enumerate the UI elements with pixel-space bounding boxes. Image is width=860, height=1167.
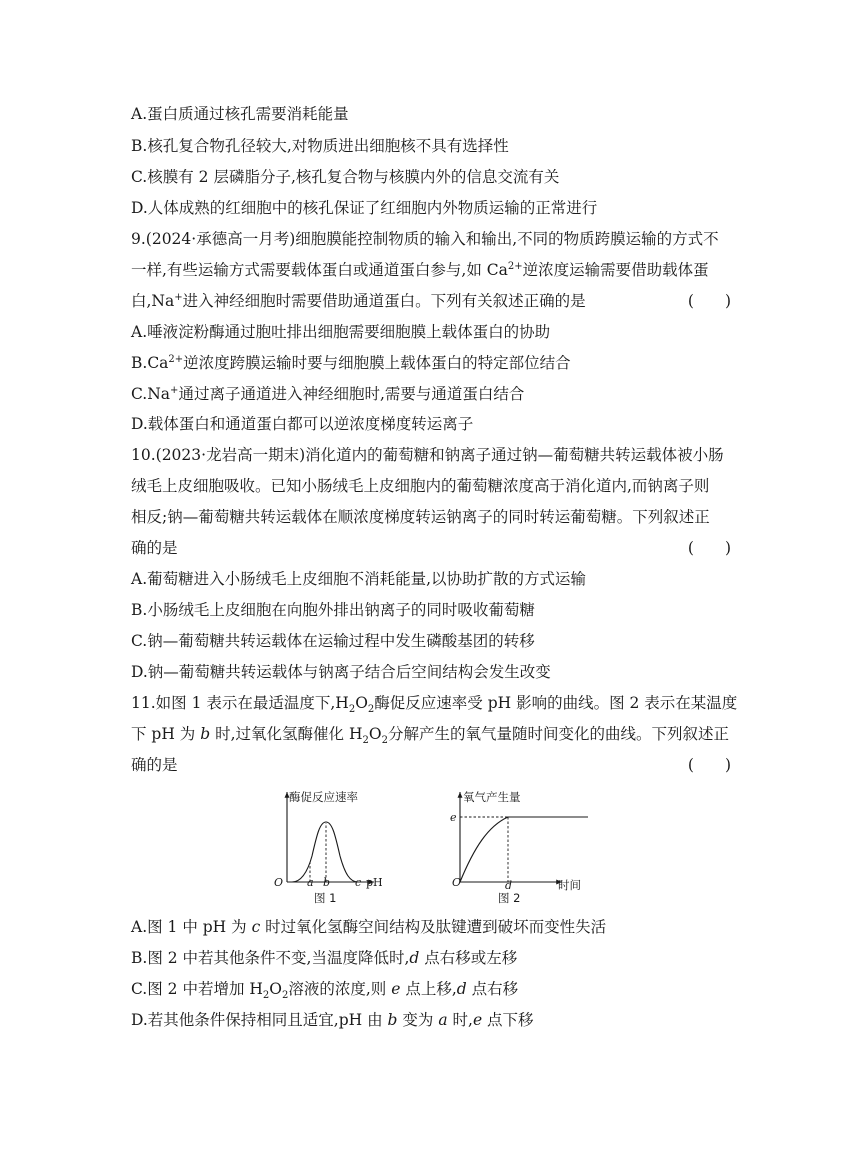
q10-option-a: A.葡萄糖进入小肠绒毛上皮细胞不消耗能量,以协助扩散的方式运输 bbox=[131, 570, 587, 588]
fig2-tick-d: d bbox=[505, 879, 513, 892]
q8-option-a: A.蛋白质通过核孔需要消耗能量 bbox=[131, 105, 349, 123]
fig1-tick-b: b bbox=[323, 876, 331, 889]
q10-stem-line1: 10.(2023·龙岩高一期末)消化道内的葡萄糖和钠离子通过钠—葡萄糖共转运载体被小肠 bbox=[131, 446, 724, 464]
q8-option-c: C.核膜有 2 层磷脂分子,核孔复合物与核膜内外的信息交流有关 bbox=[131, 168, 560, 186]
fig2-tick-e: e bbox=[450, 811, 457, 824]
q11-stem-line2: 下 pH 为 b 时,过氧化氢酶催化 $H_2O_2$分解产生的氧气量随时间变化的曲线。下列叙述正 bbox=[131, 725, 729, 747]
q9-stem-line1: 9.(2024·承德高一月考)细胞膜能控制物质的输入和输出,不同的物质跨膜运输的方式不 bbox=[131, 230, 719, 248]
figure-2 bbox=[450, 790, 588, 905]
q11-option-d: D.若其他条件保持相同且适宜,pH 由 b 变为 a 时,e 点下移 bbox=[131, 1011, 534, 1029]
q10-stem-line3: 相反;钠—葡萄糖共转运载体在顺浓度梯度转运钠离子的同时转运葡萄糖。下列叙述正 bbox=[131, 508, 710, 526]
q10-option-c: C.钠—葡萄糖共转运载体在运输过程中发生磷酸基团的转移 bbox=[131, 632, 535, 650]
q9-option-a: A.唾液淀粉酶通过胞吐排出细胞需要细胞膜上载体蛋白的协助 bbox=[131, 323, 551, 341]
q11-stem-line1: 11.如图 1 表示在最适温度下$,H_2O_2$酶促反应速率受 pH 影响的曲线。图 2 表示在某温度 bbox=[131, 694, 738, 716]
fig2-curve bbox=[460, 817, 588, 882]
fig1-ylabel: 酶促反应速率 bbox=[289, 790, 358, 804]
q8-option-d: D.人体成熟的红细胞中的核孔保证了红细胞内外物质运输的正常进行 bbox=[131, 199, 598, 217]
fig2-ylabel: 氧气产生量 bbox=[463, 790, 521, 804]
fig1-caption: 图 1 bbox=[314, 891, 337, 905]
fig1-xlabel: pH bbox=[366, 876, 383, 889]
q11-figures bbox=[262, 786, 602, 906]
fig1-curve bbox=[292, 822, 358, 882]
q10-option-b: B.小肠绒毛上皮细胞在向胞外排出钠离子的同时吸收葡萄糖 bbox=[131, 601, 535, 619]
q8-option-b: B.核孔复合物孔径较大,对物质进出细胞核不具有选择性 bbox=[131, 137, 509, 155]
fig1-origin: O bbox=[274, 876, 284, 889]
q9-stem-line3: 白,Na+进入神经细胞时需要借助通道蛋白。下列有关叙述正确的是 bbox=[131, 291, 586, 310]
q11-answer-blank: ( ) bbox=[687, 756, 731, 774]
q11-option-a: A.图 1 中 pH 为 c 时过氧化氢酶空间结构及肽键遭到破坏而变性失活 bbox=[131, 918, 607, 936]
fig2-origin: O bbox=[452, 876, 462, 889]
fig1-tick-c: c bbox=[355, 876, 362, 889]
q9-answer-blank: ( ) bbox=[687, 292, 731, 310]
q9-option-b: $B.Ca^{2+}$逆浓度跨膜运输时要与细胞膜上载体蛋白的特定部位结合 bbox=[131, 353, 571, 372]
q11-stem-line3: 确的是 bbox=[131, 756, 178, 774]
q11-figures-svg bbox=[262, 786, 602, 906]
q9-option-c: C.Na+通过离子通道进入神经细胞时,需要与通道蛋白结合 bbox=[131, 384, 525, 403]
figure-1 bbox=[274, 790, 383, 905]
q10-stem-line4: 确的是 bbox=[131, 539, 178, 557]
q10-answer-blank: ( ) bbox=[687, 539, 731, 557]
q10-stem-line2: 绒毛上皮细胞吸收。已知小肠绒毛上皮细胞内的葡萄糖浓度高于消化道内,而钠离子则 bbox=[131, 477, 710, 495]
q11-option-c: C.图 2 中若增加 $H_2O_2$溶液的浓度,则 e 点上移,d 点右移 bbox=[131, 980, 519, 1002]
q11-option-b: B.图 2 中若其他条件不变,当温度降低时,d 点右移或左移 bbox=[131, 949, 518, 967]
q10-option-d: D.钠—葡萄糖共转运载体与钠离子结合后空间结构会发生改变 bbox=[131, 663, 551, 681]
q9-option-d: D.载体蛋白和通道蛋白都可以逆浓度梯度转运离子 bbox=[131, 415, 474, 433]
fig2-caption: 图 2 bbox=[498, 891, 521, 905]
q9-stem-line2: 一样,有些运输方式需要载体蛋白或通道蛋白参与,如 $Ca^{2+}$逆浓度运输需要借助载体蛋 bbox=[131, 260, 709, 279]
fig2-xlabel: 时间 bbox=[558, 878, 581, 892]
fig1-tick-a: a bbox=[307, 876, 314, 889]
